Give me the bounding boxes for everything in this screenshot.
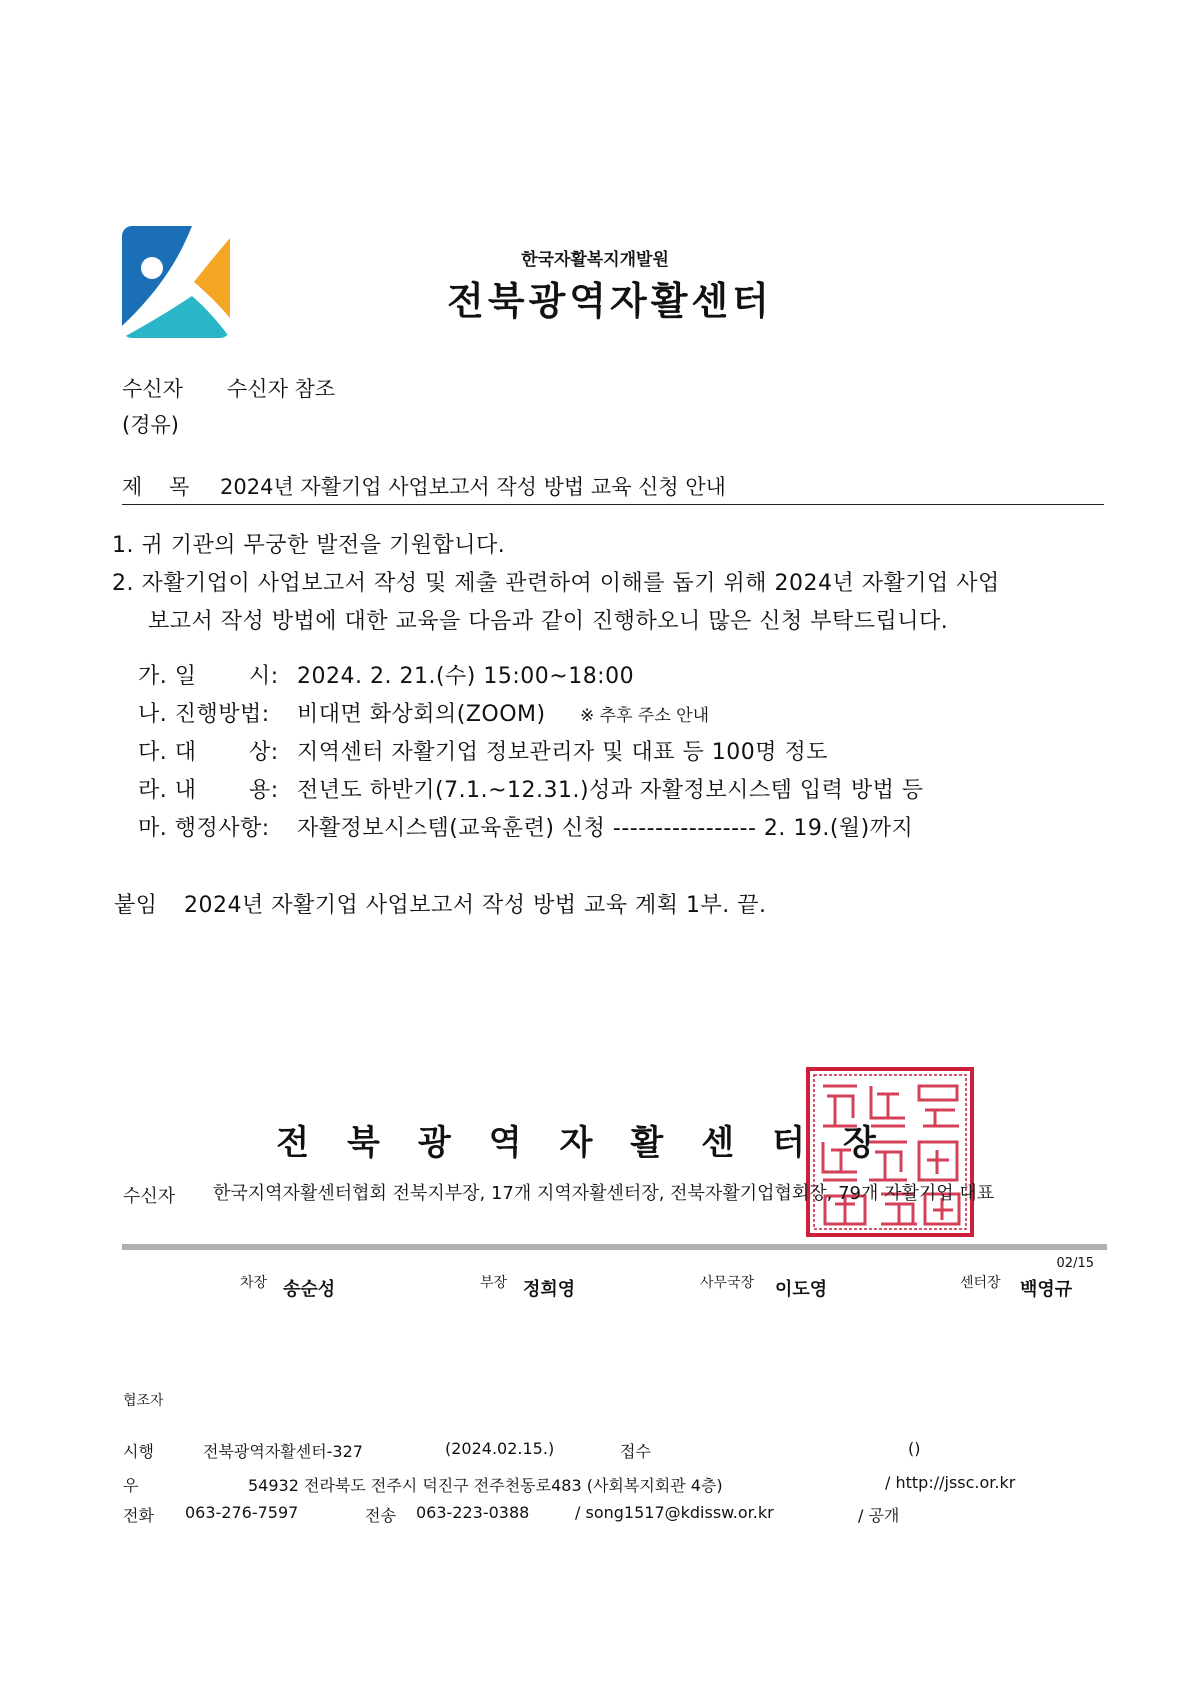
signer-name: 송순성	[283, 1279, 336, 1300]
signer-title: 센터장	[960, 1275, 1001, 1291]
cooperator-label: 협조자	[123, 1393, 164, 1409]
recipient-label: 수신자	[122, 377, 183, 401]
item-note: ※ 추후 주소 안내	[580, 706, 709, 726]
fax-number: 063-223-0388	[416, 1503, 530, 1522]
signer-title: 사무국장	[700, 1275, 755, 1291]
homepage-link[interactable]: / http://jssc.or.kr	[885, 1473, 1016, 1492]
signer-title: 차장	[240, 1275, 268, 1291]
issue-label: 시행	[123, 1442, 154, 1461]
item-label: 다. 대 상:	[138, 740, 279, 765]
item-value: 비대면 화상회의(ZOOM)	[297, 702, 546, 727]
issue-number: 전북광역자활센터-327	[203, 1442, 363, 1461]
subject-divider	[122, 504, 1104, 505]
postal-label: 우	[123, 1476, 139, 1495]
attachment-label: 붙임	[114, 893, 158, 918]
official-seal	[805, 1066, 975, 1238]
sender-name: 전북광역자활센터장	[276, 1123, 914, 1163]
signer-name: 백영규	[1020, 1279, 1073, 1300]
via-label: (경유)	[122, 413, 179, 437]
recipients-label: 수신자	[123, 1186, 176, 1207]
recipient-value: 수신자 참조	[227, 377, 336, 401]
issue-date: (2024.02.15.)	[445, 1439, 555, 1458]
address: 54932 전라북도 전주시 덕진구 전주천동로483 (사회복지회관 4층)	[248, 1476, 723, 1495]
gray-divider	[122, 1244, 1107, 1250]
item-label: 마. 행정사항:	[138, 816, 270, 841]
disclosure-status: / 공개	[858, 1506, 900, 1525]
phone-label: 전화	[123, 1506, 154, 1525]
organization-name: 전북광역자활센터	[447, 279, 773, 323]
item-label: 가. 일 시:	[138, 664, 279, 689]
signer-title: 부장	[480, 1275, 508, 1291]
fax-label: 전송	[365, 1506, 396, 1525]
subject-label: 제 목	[122, 475, 190, 499]
signer-name: 정희영	[523, 1279, 576, 1300]
item-value: 전년도 하반기(7.1.~12.31.)성과 자활정보시스템 입력 방법 등	[297, 778, 924, 803]
email-link[interactable]: / song1517@kdissw.or.kr	[575, 1503, 774, 1522]
item-value: 2024. 2. 21.(수) 15:00~18:00	[297, 664, 635, 689]
attachment-text: 2024년 자활기업 사업보고서 작성 방법 교육 계획 1부. 끝.	[184, 893, 767, 918]
signer-name: 이도영	[775, 1279, 828, 1300]
receipt-label: 접수	[620, 1442, 651, 1461]
body-line-2a: 2. 자활기업이 사업보고서 작성 및 제출 관련하여 이해를 돕기 위해 2024년 자활기업 사업	[112, 571, 1000, 596]
recipients-text: 한국지역자활센터협회 전북지부장, 17개 지역자활센터장, 전북자활기업협회장, 79개 자활기업 대표	[213, 1183, 995, 1204]
approval-date: 02/15	[1056, 1256, 1094, 1271]
subject-title: 2024년 자활기업 사업보고서 작성 방법 교육 신청 안내	[220, 475, 726, 499]
item-value: 자활정보시스템(교육훈련) 신청 ----------------- 2. 19.(월)까지	[297, 816, 914, 841]
body-line-1: 1. 귀 기관의 무궁한 발전을 기원합니다.	[112, 533, 506, 558]
body-line-2b: 보고서 작성 방법에 대한 교육을 다음과 같이 진행하오니 많은 신청 부탁드립니다.	[148, 609, 949, 634]
organization-parent-name: 한국자활복지개발원	[521, 250, 669, 270]
phone-number: 063-276-7597	[185, 1503, 299, 1522]
item-label: 라. 내 용:	[138, 778, 279, 803]
item-label: 나. 진행방법:	[138, 702, 270, 727]
item-value: 지역센터 자활기업 정보관리자 및 대표 등 100명 정도	[297, 740, 828, 765]
receipt-value: ()	[908, 1439, 921, 1458]
